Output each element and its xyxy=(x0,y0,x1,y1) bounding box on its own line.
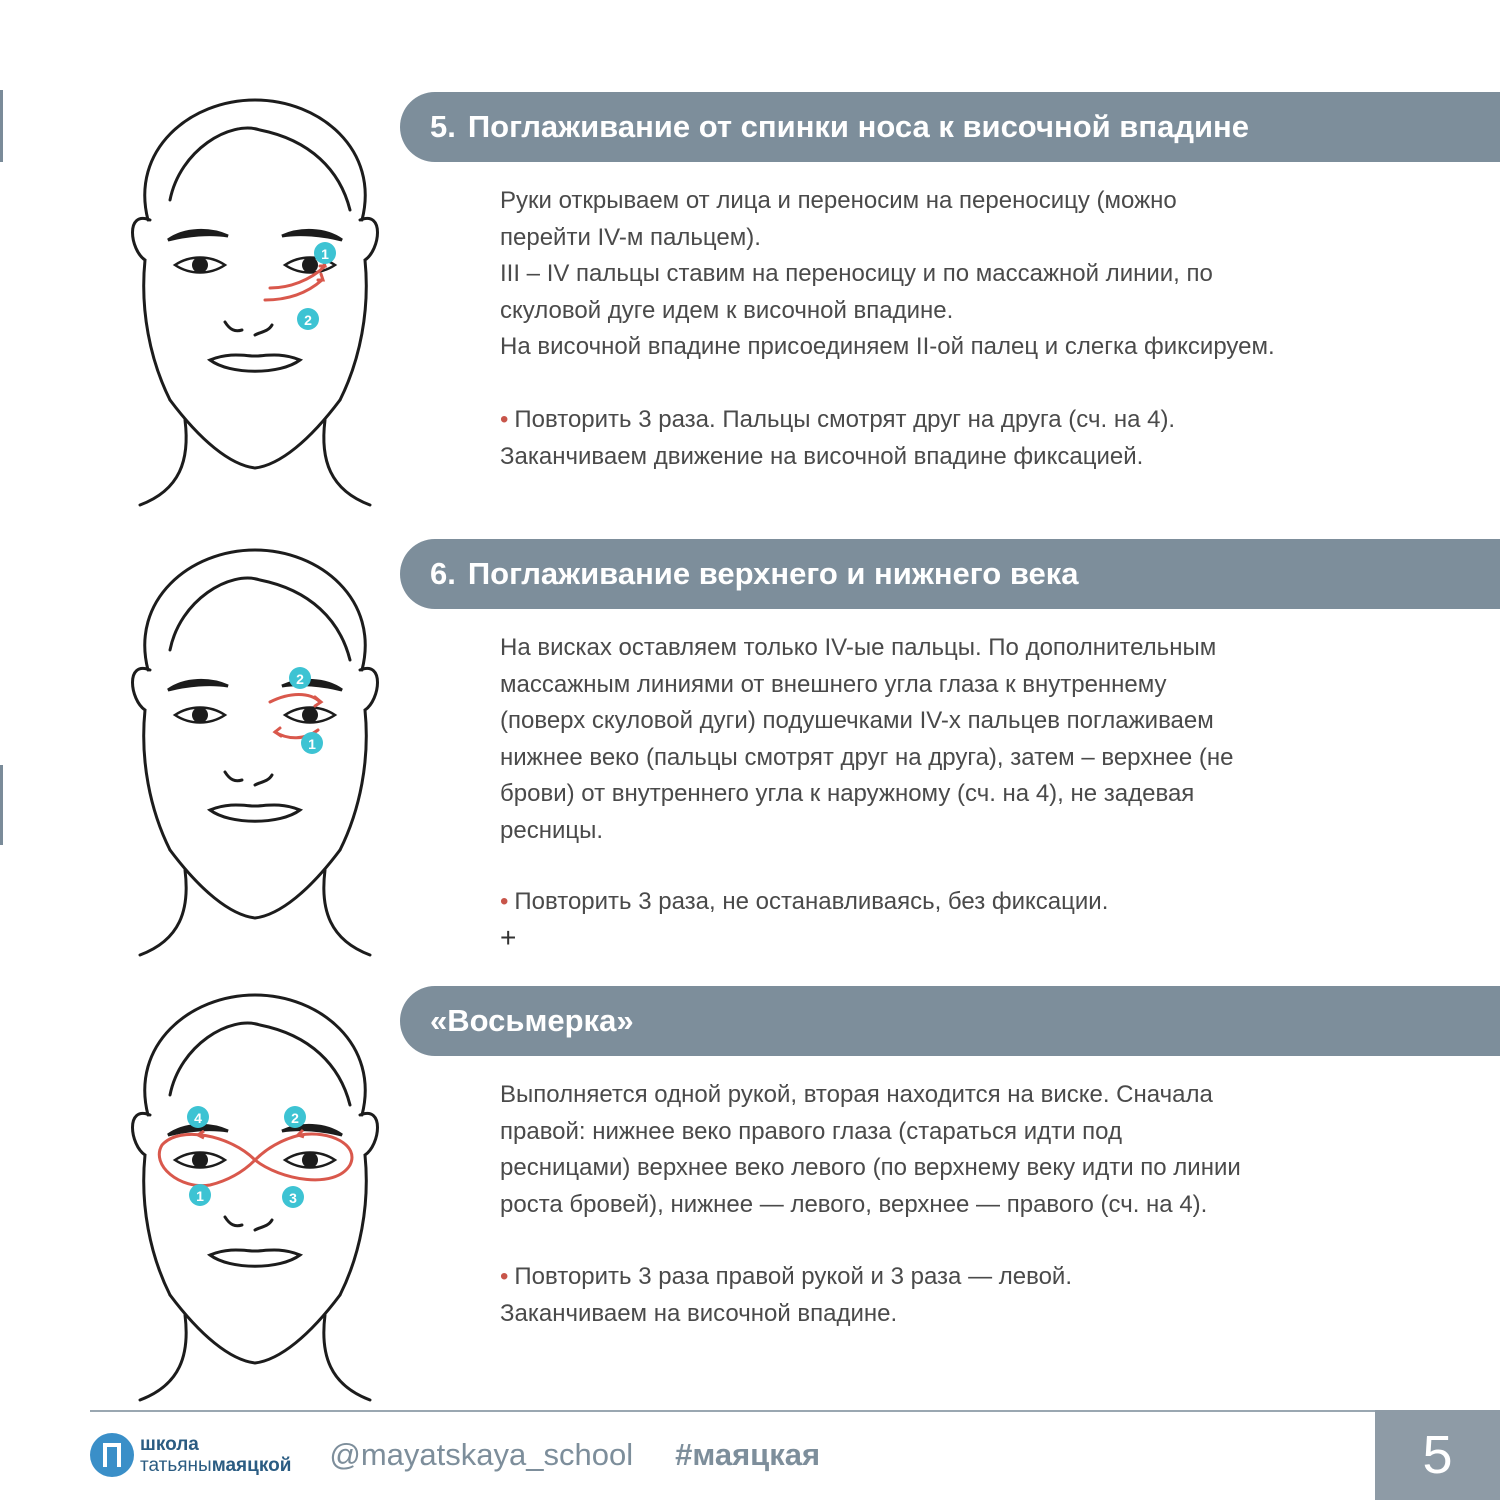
marker-8-3: 3 xyxy=(289,1190,297,1206)
section-6-paragraph xyxy=(500,630,1400,849)
note-line: Повторить 3 раза, не останавливаясь, без фиксации. xyxy=(514,888,1109,915)
section-5-paragraph xyxy=(500,183,1400,366)
section-5-note xyxy=(500,402,1400,475)
footer-divider xyxy=(90,1410,1375,1412)
paragraph-line: (поверх скуловой дуги) подушечками IV-х пальцев поглаживаем xyxy=(500,707,1214,734)
face-illustration-8 xyxy=(110,985,400,1405)
section-8-banner xyxy=(400,986,1500,1056)
bullet-icon: • xyxy=(500,406,509,433)
paragraph-line: правой: нижнее веко правого глаза (стараться идти под xyxy=(500,1117,1122,1145)
paragraph-line: III – IV пальцы ставим на переносицу и по массажной линии, по xyxy=(500,260,1213,287)
paragraph-line: роста бровей), нижнее — левого, верхнее — правого (сч. на 4). xyxy=(500,1190,1208,1218)
page-number: 5 xyxy=(1375,1410,1500,1500)
section-8-paragraph xyxy=(500,1077,1400,1223)
section-5-title: Поглаживание от спинки носа к височной впадине xyxy=(467,109,1250,144)
paragraph-line: массажным линиями от внешнего угла глаза к внутреннему xyxy=(500,670,1167,698)
section-6-note xyxy=(500,884,1400,921)
marker-5-1: 1 xyxy=(321,246,329,262)
face-illustration-6 xyxy=(110,540,400,960)
section-5-banner xyxy=(400,92,1500,162)
edge-mark-top xyxy=(0,90,3,162)
paragraph-line: брови) от внутреннего угла к наружному (сч. на 4), не задевая xyxy=(500,780,1195,807)
paragraph-line: нижнее веко (пальцы смотрят друг на друга), затем – верхнее (не xyxy=(500,743,1234,771)
marker-8-2: 2 xyxy=(291,1110,299,1126)
note-line: Заканчиваем на височной впадине. xyxy=(500,1299,898,1327)
marker-6-1: 1 xyxy=(308,736,316,752)
paragraph-line: Руки открываем от лица и переносим на переносицу (можно xyxy=(500,187,1177,214)
logo-line-2-b: маяцкой xyxy=(211,1455,292,1476)
paragraph-line: скуловой дуге идем к височной впадине. xyxy=(500,296,954,324)
note-line: Повторить 3 раза. Пальцы смотрят друг на друга (сч. на 4). xyxy=(514,406,1176,433)
section-8-title: «Восьмерка» xyxy=(430,1003,634,1038)
bullet-icon: • xyxy=(500,888,509,915)
logo-line-1: школа xyxy=(140,1434,199,1455)
marker-5-2: 2 xyxy=(304,312,312,328)
section-8-note xyxy=(500,1259,1400,1332)
logo-line-2 xyxy=(140,1455,291,1476)
paragraph-line: перейти IV-м пальцем). xyxy=(500,223,761,251)
face-illustration-5 xyxy=(110,90,400,510)
footer xyxy=(90,1420,820,1490)
paragraph-line: ресницами) верхнее веко левого (по верхнему веку идти по линии xyxy=(500,1154,1241,1181)
marker-8-4: 4 xyxy=(194,1110,202,1126)
section-6-title: Поглаживание верхнего и нижнего века xyxy=(467,556,1079,591)
marker-6-2: 2 xyxy=(296,671,304,687)
bullet-icon: • xyxy=(500,1263,509,1290)
note-line: Повторить 3 раза правой рукой и 3 раза — левой. xyxy=(514,1263,1072,1290)
school-logo xyxy=(90,1433,291,1477)
logo-text xyxy=(140,1434,291,1476)
section-6-banner xyxy=(400,539,1500,609)
logo-icon xyxy=(90,1433,134,1477)
marker-8-1: 1 xyxy=(196,1188,204,1204)
paragraph-line: На височной впадине присоединяем II-ой палец и слегка фиксируем. xyxy=(500,333,1275,360)
section-5-number: 5. xyxy=(430,109,456,144)
plus-sign: + xyxy=(500,922,517,953)
paragraph-line: Выполняется одной рукой, вторая находится на виске. Сначала xyxy=(500,1081,1213,1108)
instagram-handle[interactable]: @mayatskaya_school xyxy=(329,1437,634,1472)
section-6-number: 6. xyxy=(430,556,456,591)
logo-line-2-a: татьяны xyxy=(140,1455,212,1476)
paragraph-line: На висках оставляем только IV-ые пальцы. По дополнительным xyxy=(500,634,1217,661)
hashtag[interactable]: #маяцкая xyxy=(675,1437,821,1472)
edge-mark-middle xyxy=(0,765,3,845)
paragraph-line: ресницы. xyxy=(500,816,604,844)
note-line: Заканчиваем движение на височной впадине фиксацией. xyxy=(500,442,1144,470)
